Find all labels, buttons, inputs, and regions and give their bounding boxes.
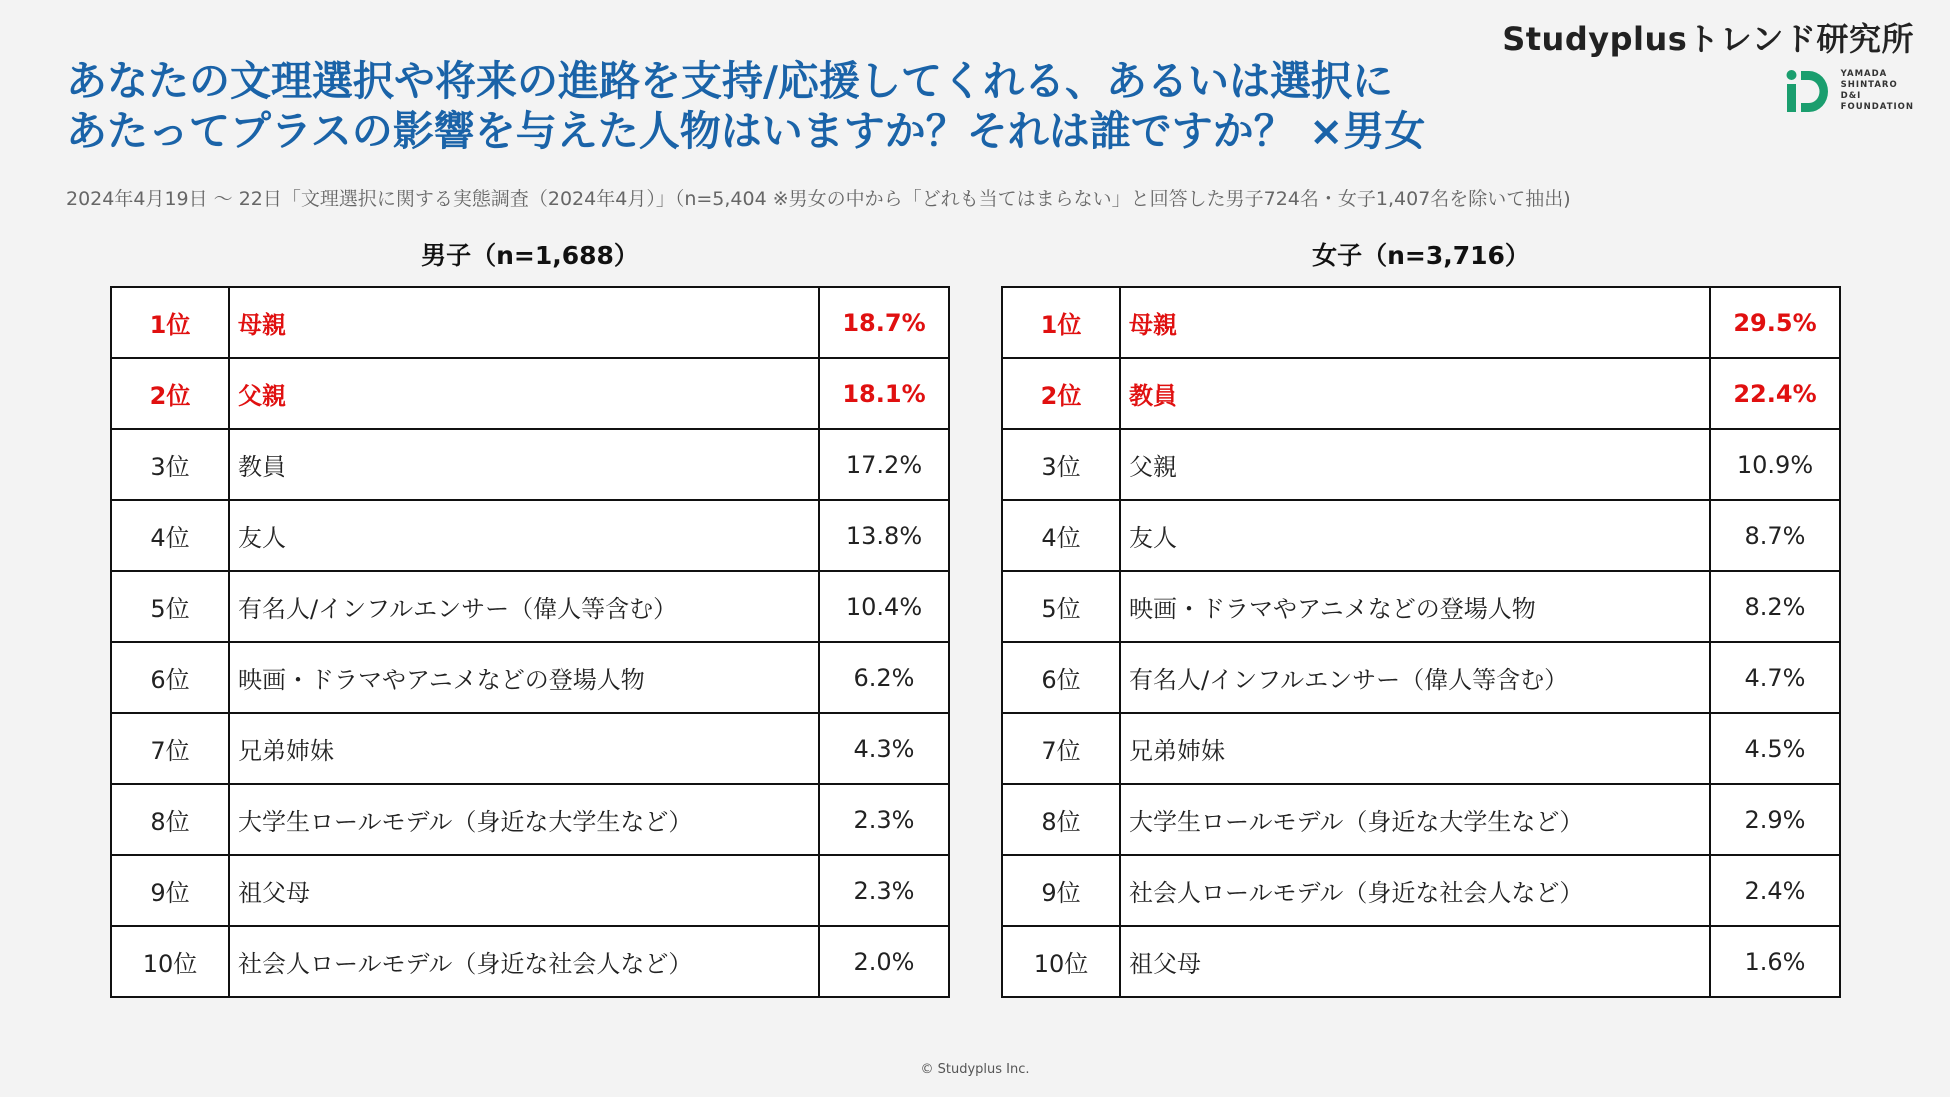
table-row xyxy=(111,358,949,429)
percent-cell: 18.7% xyxy=(819,287,949,358)
person-cell: 教員 xyxy=(1120,358,1710,429)
percent-cell: 4.7% xyxy=(1710,642,1840,713)
table-row xyxy=(1002,855,1840,926)
person-cell: 兄弟姉妹 xyxy=(1120,713,1710,784)
person-cell: 友人 xyxy=(1120,500,1710,571)
foundation-name xyxy=(1841,69,1914,113)
boys-panel-title: 男子（n=1,688） xyxy=(421,241,639,270)
rank-cell: 6位 xyxy=(1002,642,1120,713)
table-row xyxy=(111,713,949,784)
table-row xyxy=(1002,642,1840,713)
person-cell: 母親 xyxy=(1120,287,1710,358)
boys-panel xyxy=(110,236,950,998)
rank-cell: 7位 xyxy=(1002,713,1120,784)
rank-cell: 4位 xyxy=(1002,500,1120,571)
person-cell: 大学生ロールモデル（身近な大学生など） xyxy=(1120,784,1710,855)
person-cell: 祖父母 xyxy=(229,855,819,926)
person-cell: 映画・ドラマやアニメなどの登場人物 xyxy=(1120,571,1710,642)
percent-cell: 18.1% xyxy=(819,358,949,429)
brand-name: Studyplusトレンド研究所 xyxy=(1502,20,1914,58)
percent-cell: 17.2% xyxy=(819,429,949,500)
rank-cell: 6位 xyxy=(111,642,229,713)
girls-panel-title: 女子（n=3,716） xyxy=(1312,241,1530,270)
table-row xyxy=(1002,713,1840,784)
percent-cell: 2.3% xyxy=(819,855,949,926)
page-title-line-2: あたってプラスの影響を与えた人物はいますか？それは誰ですか？ ×男女 xyxy=(66,107,1426,155)
rank-cell: 3位 xyxy=(111,429,229,500)
percent-cell: 2.9% xyxy=(1710,784,1840,855)
rank-cell: 5位 xyxy=(111,571,229,642)
foundation-line: FOUNDATION xyxy=(1840,102,1914,112)
rank-cell: 5位 xyxy=(1002,571,1120,642)
rank-cell: 8位 xyxy=(111,784,229,855)
rank-cell: 1位 xyxy=(111,287,229,358)
table-row xyxy=(1002,571,1840,642)
percent-cell: 2.0% xyxy=(819,926,949,997)
table-row xyxy=(111,287,949,358)
survey-note: 2024年4月19日 〜 22日「文理選択に関する実態調査（2024年4月）」（n=5,404 ※男女の中から「どれも当てはまらない」と回答した男子724名・女子1,407名を除いて抽出) xyxy=(66,188,1571,210)
percent-cell: 10.4% xyxy=(819,571,949,642)
rank-cell: 3位 xyxy=(1002,429,1120,500)
table-row xyxy=(111,784,949,855)
person-cell: 祖父母 xyxy=(1120,926,1710,997)
table-row xyxy=(1002,500,1840,571)
table-row xyxy=(111,500,949,571)
table-row xyxy=(1002,926,1840,997)
percent-cell: 4.5% xyxy=(1710,713,1840,784)
person-cell: 映画・ドラマやアニメなどの登場人物 xyxy=(229,642,819,713)
percent-cell: 2.3% xyxy=(819,784,949,855)
rank-cell: 9位 xyxy=(1002,855,1120,926)
girls-ranking-body xyxy=(1002,287,1840,997)
person-cell: 友人 xyxy=(229,500,819,571)
person-cell: 父親 xyxy=(1120,429,1710,500)
person-cell: 父親 xyxy=(229,358,819,429)
copyright-notice: © Studyplus Inc. xyxy=(920,1062,1030,1077)
table-row xyxy=(1002,358,1840,429)
rank-cell: 1位 xyxy=(1002,287,1120,358)
percent-cell: 4.3% xyxy=(819,713,949,784)
boys-ranking-body xyxy=(111,287,949,997)
rank-cell: 10位 xyxy=(111,926,229,997)
person-cell: 有名人/インフルエンサー（偉人等含む） xyxy=(1120,642,1710,713)
rank-cell: 8位 xyxy=(1002,784,1120,855)
foundation-logo-icon xyxy=(1785,68,1829,114)
rank-cell: 7位 xyxy=(111,713,229,784)
person-cell: 教員 xyxy=(229,429,819,500)
table-row xyxy=(111,571,949,642)
person-cell: 社会人ロールモデル（身近な社会人など） xyxy=(229,926,819,997)
percent-cell: 6.2% xyxy=(819,642,949,713)
table-row xyxy=(111,642,949,713)
table-row xyxy=(1002,784,1840,855)
girls-ranking-table xyxy=(1001,286,1841,998)
rank-cell: 2位 xyxy=(1002,358,1120,429)
percent-cell: 8.7% xyxy=(1710,500,1840,571)
person-cell: 大学生ロールモデル（身近な大学生など） xyxy=(229,784,819,855)
percent-cell: 8.2% xyxy=(1710,571,1840,642)
foundation-block xyxy=(1785,68,1914,114)
table-row xyxy=(1002,287,1840,358)
page-title xyxy=(66,56,1566,156)
percent-cell: 13.8% xyxy=(819,500,949,571)
foundation-line: D&I xyxy=(1840,91,1862,101)
percent-cell: 22.4% xyxy=(1710,358,1840,429)
table-row xyxy=(111,429,949,500)
table-row xyxy=(1002,429,1840,500)
boys-ranking-table xyxy=(110,286,950,998)
person-cell: 兄弟姉妹 xyxy=(229,713,819,784)
page-title-line-1: あなたの文理選択や将来の進路を支持/応援してくれる、あるいは選択に xyxy=(66,57,1393,105)
rank-cell: 4位 xyxy=(111,500,229,571)
table-row xyxy=(111,926,949,997)
foundation-line: SHINTARO xyxy=(1840,80,1898,90)
rank-cell: 10位 xyxy=(1002,926,1120,997)
percent-cell: 2.4% xyxy=(1710,855,1840,926)
person-cell: 社会人ロールモデル（身近な社会人など） xyxy=(1120,855,1710,926)
girls-panel xyxy=(1001,236,1841,998)
percent-cell: 10.9% xyxy=(1710,429,1840,500)
table-row xyxy=(111,855,949,926)
person-cell: 母親 xyxy=(229,287,819,358)
percent-cell: 1.6% xyxy=(1710,926,1840,997)
person-cell: 有名人/インフルエンサー（偉人等含む） xyxy=(229,571,819,642)
rank-cell: 2位 xyxy=(111,358,229,429)
rank-cell: 9位 xyxy=(111,855,229,926)
foundation-line: YAMADA xyxy=(1840,69,1888,79)
percent-cell: 29.5% xyxy=(1710,287,1840,358)
